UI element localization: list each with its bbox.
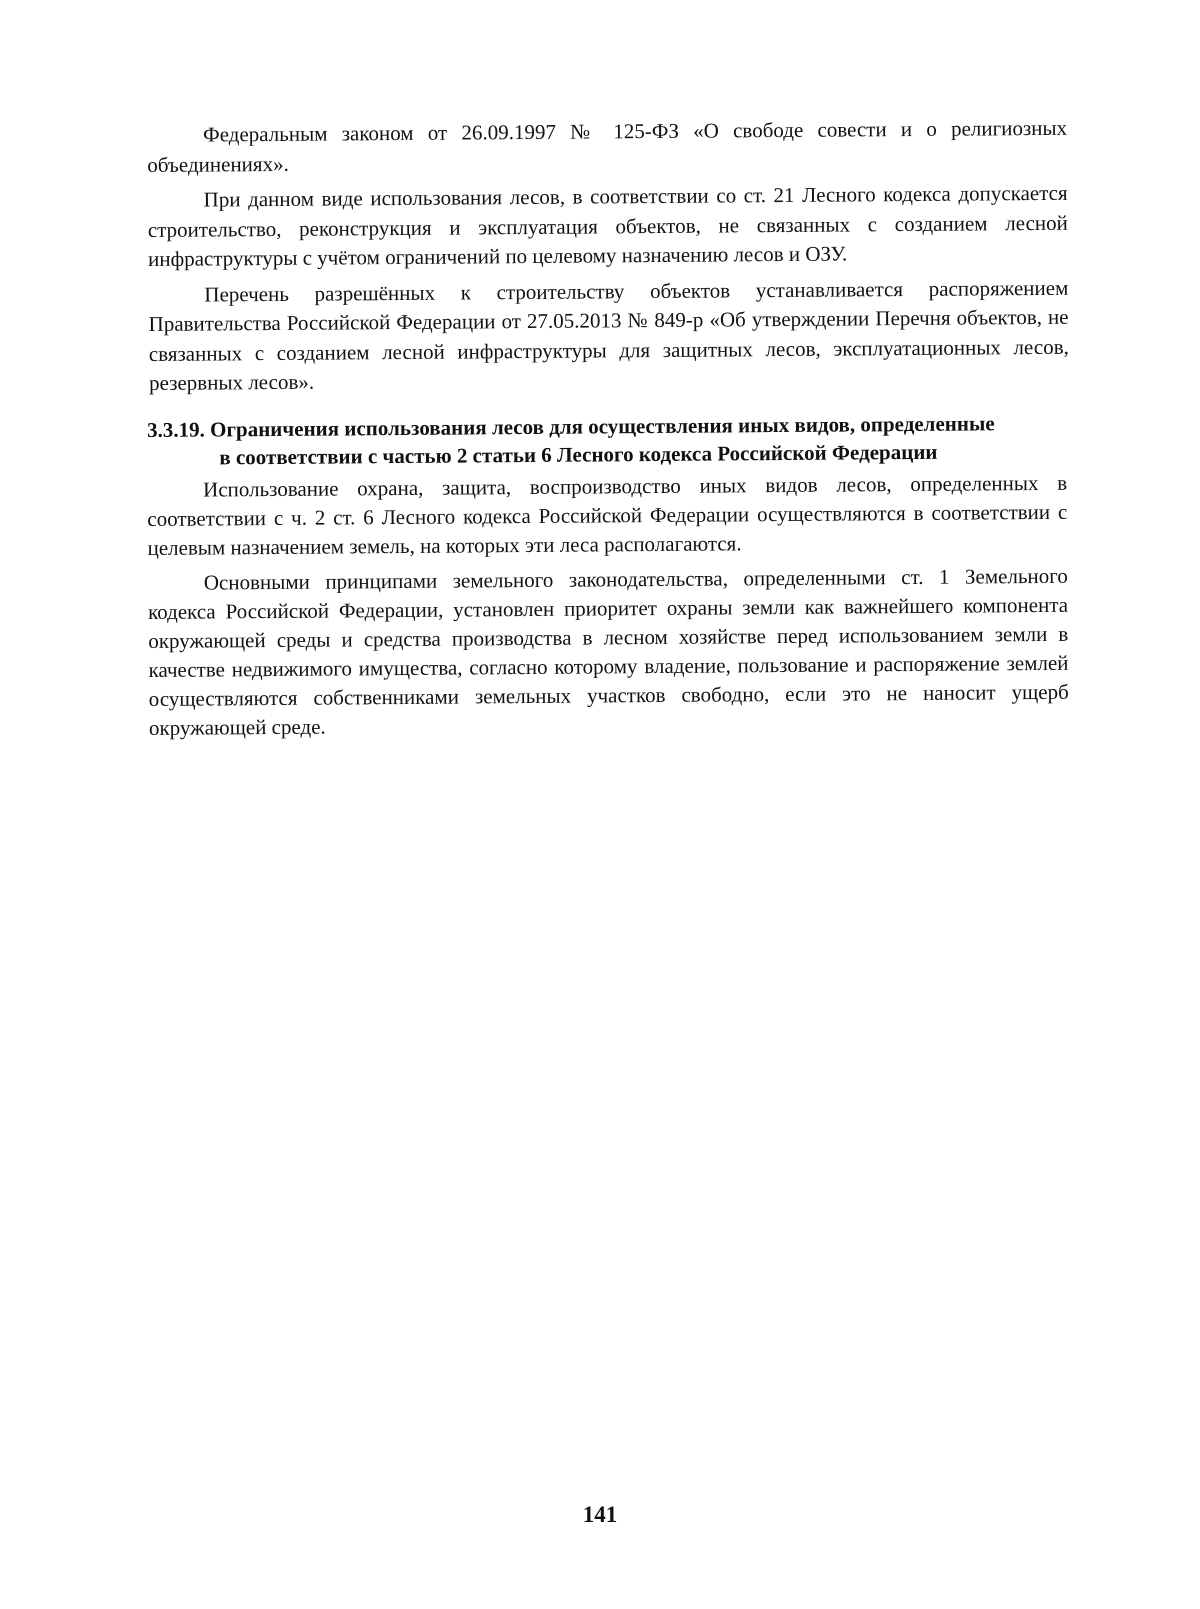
paragraph: Основными принципами земельного законодательства, определенными ст. 1 Земельного кодекса Российской Федерации, установлен приоритет охраны земли как важнейшего компонента окружающей среды и средства производства в лесном хозяйстве перед использованием земли в качестве недвижимого имущества, согласно которому владение, пользование и распоряжение землей осуществляются собственниками земельных участков свободно, если это не наносит ущерб окружающей среде. xyxy=(147,563,1069,740)
section-heading-line2: в соответствии с частью 2 статьи 6 Лесного кодекса Российской Федерации xyxy=(219,439,938,470)
section-heading xyxy=(147,409,1067,472)
page-number: 141 xyxy=(582,1502,618,1527)
paragraph: Перечень разрешённых к строительству объектов устанавливается распоряжением Правительства Российской Федерации от 27.05.2013 № 849-р «Об утверждении Перечня объектов, не связанных с созданием лесной инфраструктуры для защитных лесов, эксплуатационных лесов, резервных лесов». xyxy=(148,275,1069,395)
paragraph: Федеральным законом от 26.09.1997 № 125-ФЗ «О свободе совести и о религиозных объединениях». xyxy=(147,115,1068,177)
section-heading-line1: 3.3.19. Ограничения использования лесов для осуществления иных видов, определенные xyxy=(147,411,995,442)
paragraph: При данном виде использования лесов, в соответствии со ст. 21 Лесного кодекса допускается строительство, реконструкция и эксплуатация объектов, не связанных с созданием лесной инфраструктуры с учётом ограничений по целевому назначению лесов и ОЗУ. xyxy=(147,180,1068,271)
text-block-top xyxy=(147,114,1069,405)
text-block-bottom xyxy=(147,469,1069,749)
paragraph: Использование охрана, защита, воспроизводство иных видов лесов, определенных в соответствии с ч. 2 ст. 6 Лесного кодекса Российской Федерации осуществляются в соответствии с целевым назначением земель, на которых эти леса располагаются. xyxy=(147,470,1068,560)
